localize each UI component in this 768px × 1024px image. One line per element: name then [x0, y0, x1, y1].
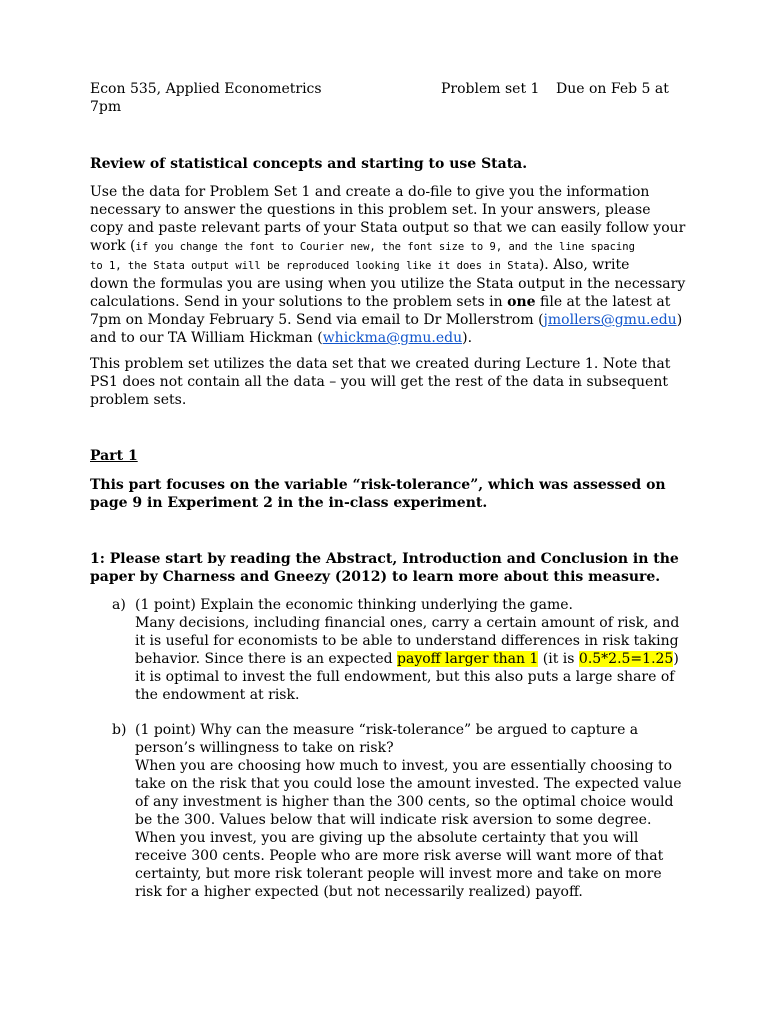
email-link-mollerstrom[interactable]: jmollers@gmu.edu — [543, 312, 677, 328]
answer-line — [135, 650, 695, 668]
text-run: ). — [462, 330, 473, 346]
answer-line: (1 point) Explain the economic thinking underlying the game. — [135, 597, 573, 613]
answer-line: the endowment at risk. — [135, 687, 300, 703]
text-run: file at the latest at — [535, 294, 671, 310]
text-run: ). Also, write — [538, 257, 630, 273]
instructions-line — [90, 293, 682, 311]
text-run: calculations. Send in your solutions to the problem sets in — [90, 294, 508, 310]
instructions-paragraph — [90, 183, 686, 347]
answer-line: of any investment is higher than the 300 cents, so the optimal choice would — [135, 794, 674, 810]
font-tip-text: if you change the font to Courier new, the font size to 9, and the line spacing — [135, 241, 635, 253]
instructions-line: Use the data for Problem Set 1 and create a do-file to give you the information — [90, 184, 650, 200]
answer-line: take on the risk that you could lose the amount invested. The expected value — [135, 776, 682, 792]
list-item-body — [135, 596, 695, 704]
answer-line: be the 300. Values below that will indicate risk aversion to some degree. — [135, 812, 652, 828]
text-run: behavior. Since there is an expected — [135, 651, 398, 667]
answer-line: person’s willingness to take on risk? — [135, 740, 394, 756]
answer-line: When you invest, you are giving up the absolute certainty that you will — [135, 830, 639, 846]
answer-line: receive 300 cents. People who are more risk averse will want more of that — [135, 848, 664, 864]
list-marker: a) — [112, 597, 126, 613]
font-tip-text: to 1, the Stata output will be reproduced looking like it does in Stata — [90, 260, 539, 272]
email-link-hickman[interactable]: whickma@gmu.edu — [322, 330, 463, 346]
question-1 — [90, 550, 682, 586]
due-time: 7pm — [90, 99, 122, 115]
answer-line: When you are choosing how much to invest, you are essentially choosing to — [135, 758, 673, 774]
question-1-line: 1: Please start by reading the Abstract, Introduction and Conclusion in the — [90, 551, 679, 567]
list-item-a — [90, 596, 682, 704]
highlight-calculation: 0.5*2.5=1.25 — [578, 651, 674, 667]
answer-line: it is optimal to invest the full endowment, but this also puts a large share of — [135, 669, 675, 685]
highlight-payoff: payoff larger than 1 — [397, 651, 539, 667]
list-item-body — [135, 721, 695, 901]
answer-line: certainty, but more risk tolerant people will invest more and take on more — [135, 866, 662, 882]
part1-title — [90, 447, 682, 465]
instructions-line — [90, 311, 682, 329]
emphasis-one: one — [507, 294, 536, 310]
text-run: ) — [673, 651, 679, 667]
instructions-line: copy and paste relevant parts of your Stata output so that we can easily follow your — [90, 220, 686, 236]
instructions-line: down the formulas you are using when you utilize the Stata output in the necessary — [90, 276, 686, 292]
part1-title-text: Part 1 — [90, 448, 138, 464]
answer-line: risk for a higher expected (but not necessarily realized) payoff. — [135, 884, 583, 900]
text-run: (it is — [538, 651, 579, 667]
problem-set-label: Problem set 1 — [441, 81, 540, 97]
due-date: Due on Feb 5 at — [556, 81, 669, 97]
instructions-line — [90, 329, 682, 347]
instructions-line — [90, 237, 682, 256]
instructions-line: necessary to answer the questions in this problem set. In your answers, please — [90, 202, 651, 218]
answer-line: it is useful for economists to be able to understand differences in risk taking — [135, 633, 679, 649]
instructions-line — [90, 256, 682, 275]
data-note-line: This problem set utilizes the data set that we created during Lecture 1. Note that — [90, 356, 671, 372]
question-1-line: paper by Charness and Gneezy (2012) to learn more about this measure. — [90, 569, 661, 585]
course-title: Econ 535, Applied Econometrics — [90, 81, 322, 97]
part1-focus — [90, 476, 682, 512]
text-run: work ( — [90, 238, 136, 254]
data-note-line: PS1 does not contain all the data – you will get the rest of the data in subsequent — [90, 374, 668, 390]
part1-focus-line: page 9 in Experiment 2 in the in-class experiment. — [90, 495, 488, 511]
list-marker: b) — [112, 722, 127, 738]
data-note-paragraph — [90, 355, 682, 409]
data-note-line: problem sets. — [90, 392, 187, 408]
list-item-b — [90, 721, 682, 901]
part1-focus-line: This part focuses on the variable “risk-tolerance”, which was assessed on — [90, 477, 666, 493]
intro-heading: Review of statistical concepts and starting to use Stata. — [90, 156, 528, 172]
text-run: 7pm on Monday February 5. Send via email to Dr Mollerstrom ( — [90, 312, 544, 328]
answer-line: (1 point) Why can the measure “risk-tolerance” be argued to capture a — [135, 722, 639, 738]
answer-line: Many decisions, including financial ones, carry a certain amount of risk, and — [135, 615, 680, 631]
text-run: ) — [676, 312, 683, 328]
text-run: and to our TA William Hickman ( — [90, 330, 323, 346]
